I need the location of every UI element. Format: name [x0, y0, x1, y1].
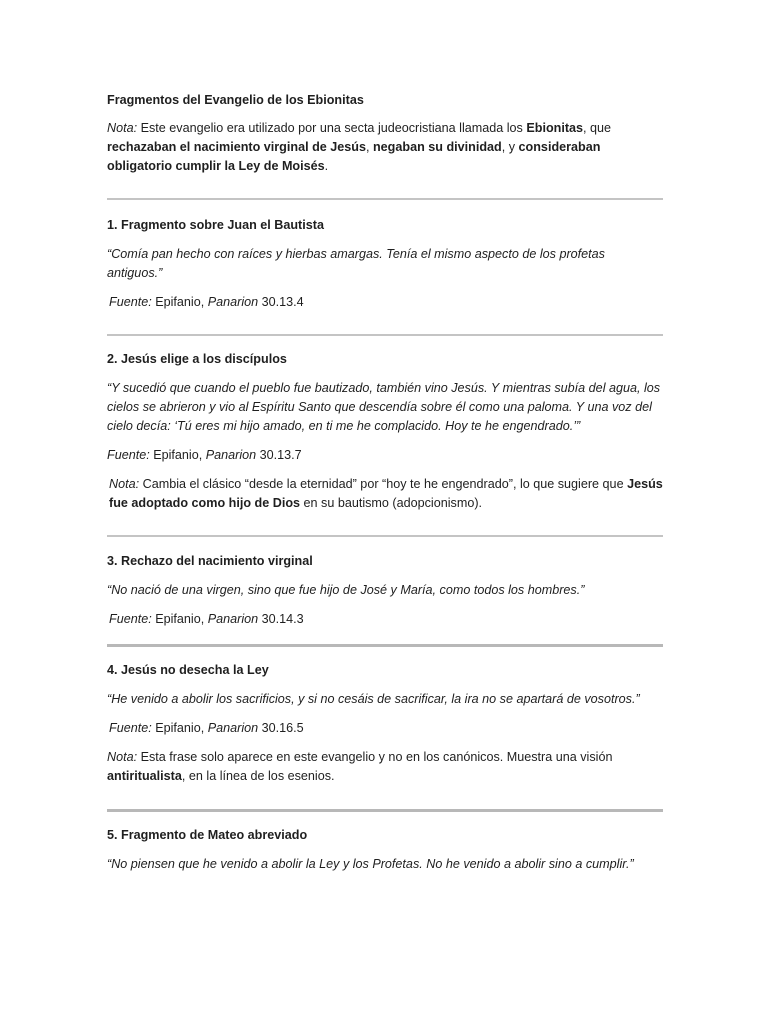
section-divider: [107, 198, 663, 200]
section-heading: 4. Jesús no desecha la Ley: [107, 663, 269, 677]
intro-note-label: Nota:: [107, 121, 138, 135]
fragment-quote: “Y sucedió que cuando el pueblo fue bautizado, también vino Jesús. Y mientras subía del agua, los cielos se abrieron y vio al Espíritu Santo que descendía sobre él como una paloma. Y una voz del cielo decía: ‘Tú eres mi hijo amado, en ti me he complacido. Hoy te he engendrado.’”: [107, 381, 661, 433]
intro-bold-consideraban: consideraban obligatorio cumplir la Ley de Moisés: [107, 140, 601, 173]
section-divider: [107, 809, 663, 812]
intro-bold-rechazaban: rechazaban el nacimiento virginal de Jesús: [107, 140, 366, 154]
fragment-section-4: [107, 661, 663, 786]
section-heading: 1. Fragmento sobre Juan el Bautista: [107, 218, 324, 232]
fragment-source: Fuente: Epifanio, Panarion 30.16.5: [109, 721, 304, 735]
fragment-section-3: [107, 552, 663, 629]
section-divider: [107, 334, 663, 336]
section-heading: 3. Rechazo del nacimiento virginal: [107, 554, 313, 568]
intro-bold-ebionitas: Ebionitas: [526, 121, 584, 135]
fragment-section-5: [107, 826, 663, 874]
intro-bold-negaban: negaban su divinidad: [372, 140, 502, 154]
fragment-section-1: [107, 216, 663, 312]
fragment-quote: “He venido a abolir los sacrificios, y si no cesáis de sacrificar, la ira no se apartará de vosotros.”: [107, 692, 640, 706]
document-content: [107, 90, 663, 874]
fragment-source: Fuente: Epifanio, Panarion 30.14.3: [109, 612, 304, 626]
fragment-section-2: [107, 350, 663, 513]
fragment-source: Fuente: Epifanio, Panarion 30.13.4: [109, 295, 304, 309]
section-divider: [107, 644, 663, 647]
section-heading: 2. Jesús elige a los discípulos: [107, 352, 287, 366]
fragment-note: Nota: Cambia el clásico “desde la eternidad” por “hoy te he engendrado”, lo que sugiere que Jesús fue adoptado como hijo de Dios en su bautismo (adopcionismo).: [109, 477, 663, 510]
section-heading: 5. Fragmento de Mateo abreviado: [107, 828, 308, 842]
fragment-quote: “Comía pan hecho con raíces y hierbas amargas. Tenía el mismo aspecto de los profetas antiguos.”: [107, 247, 605, 280]
fragment-quote: “No nació de una virgen, sino que fue hijo de José y María, como todos los hombres.”: [107, 583, 585, 597]
fragment-quote: “No piensen que he venido a abolir la Ley y los Profetas. No he venido a abolir sino a cumplir.”: [107, 857, 634, 871]
document-title: Fragmentos del Evangelio de los Ebionitas: [107, 93, 364, 107]
fragment-note: Nota: Esta frase solo aparece en este evangelio y no en los canónicos. Muestra una visión antiritualista, en la línea de los esenios.: [107, 750, 613, 783]
fragment-source: Fuente: Epifanio, Panarion 30.13.7: [107, 448, 302, 462]
section-divider: [107, 535, 663, 537]
intro-note: Nota: Este evangelio era utilizado por una secta judeocristiana llamada los Ebionitas, que rechazaban el nacimiento virginal de Jesús, negaban su divinidad, y consideraban obligatorio cumplir la Ley de Moisés.: [107, 121, 612, 173]
